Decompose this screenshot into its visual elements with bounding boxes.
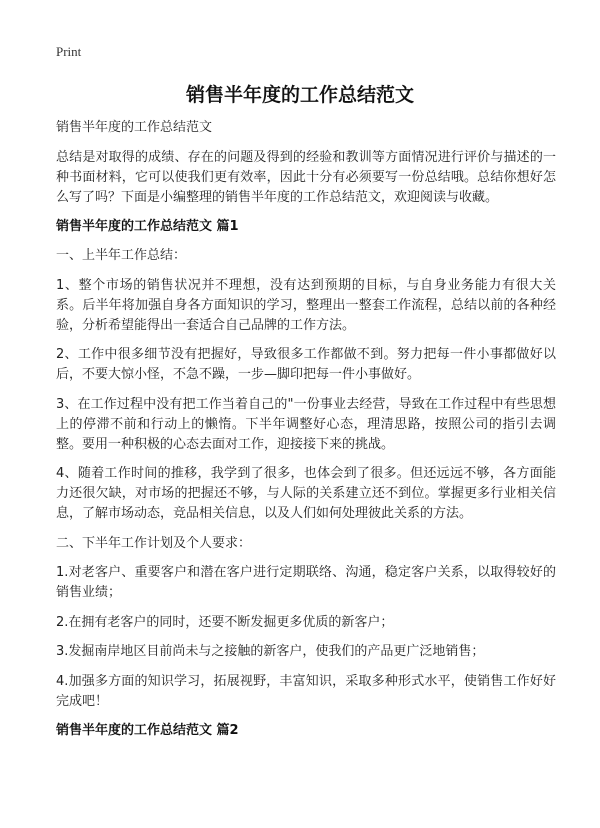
document-body	[56, 118, 556, 750]
section-heading: 销售半年度的工作总结范文 篇1	[56, 219, 239, 234]
part-heading: 一、上半年工作总结：	[56, 248, 187, 263]
list-item: 3、在工作过程中没有把工作当着自己的"一份事业去经营，导致在工作过程中有些思想上的停滞不前和行动上的懒惰。下半年调整好心态，理清思路，按照公司的指引去调整。要用一种积极的心态去面对工作，迎接接下来的挑战。	[56, 396, 556, 452]
intro-paragraph: 总结是对取得的成绩、存在的问题及得到的经验和教训等方面情况进行评价与描述的一种书面材料，它可以使我们更有效率，因此十分有必须要写一份总结哦。总结你想好怎么写了吗？下面是小编整理的销售半年度的工作总结范文，欢迎阅读与收藏。	[56, 149, 556, 205]
list-item: 2.在拥有老客户的同时，还要不断发掘更多优质的新客户；	[56, 614, 394, 630]
list-item: 4.加强多方面的知识学习，拓展视野，丰富知识，采取多种形式水平，使销售工作好好完成吧！	[56, 673, 556, 709]
list-item: 1.对老客户、重要客户和潜在客户进行定期联络、沟通，稳定客户关系，以取得较好的销售业绩；	[56, 565, 556, 600]
document-subtitle: 销售半年度的工作总结范文	[56, 120, 213, 135]
print-link[interactable]: Print	[56, 44, 82, 59]
list-item: 4、随着工作时间的推移，我学到了很多，也体会到了很多。但还远远不够，各方面能力还很欠缺，对市场的把握还不够，与人际的关系建立还不到位。掌握更多行业相关信息，了解市场动态，竞品相关信息，以及人们如何处理彼此关系的方法。	[56, 466, 556, 521]
list-item: 2、工作中很多细节没有把握好，导致很多工作都做不到。努力把每一件小事都做好以后，不要大惊小怪，不急不躁，一步—脚印把每一件小事做好。	[56, 347, 556, 382]
section-heading: 销售半年度的工作总结范文 篇2	[56, 723, 239, 738]
page-title: 销售半年度的工作总结范文	[185, 84, 414, 106]
part-heading: 二、下半年工作计划及个人要求：	[56, 535, 252, 551]
list-item: 3.发掘南岸地区目前尚未与之接触的新客户，使我们的产品更广泛地销售；	[56, 644, 485, 659]
list-item: 1、整个市场的销售状况并不理想，没有达到预期的目标，与自身业务能力有很大关系。后半年将加强自身各方面知识的学习，整理出一整套工作流程，总结以前的各种经验，分析希望能得出一套适合自己品牌的工作方法。	[56, 277, 556, 333]
